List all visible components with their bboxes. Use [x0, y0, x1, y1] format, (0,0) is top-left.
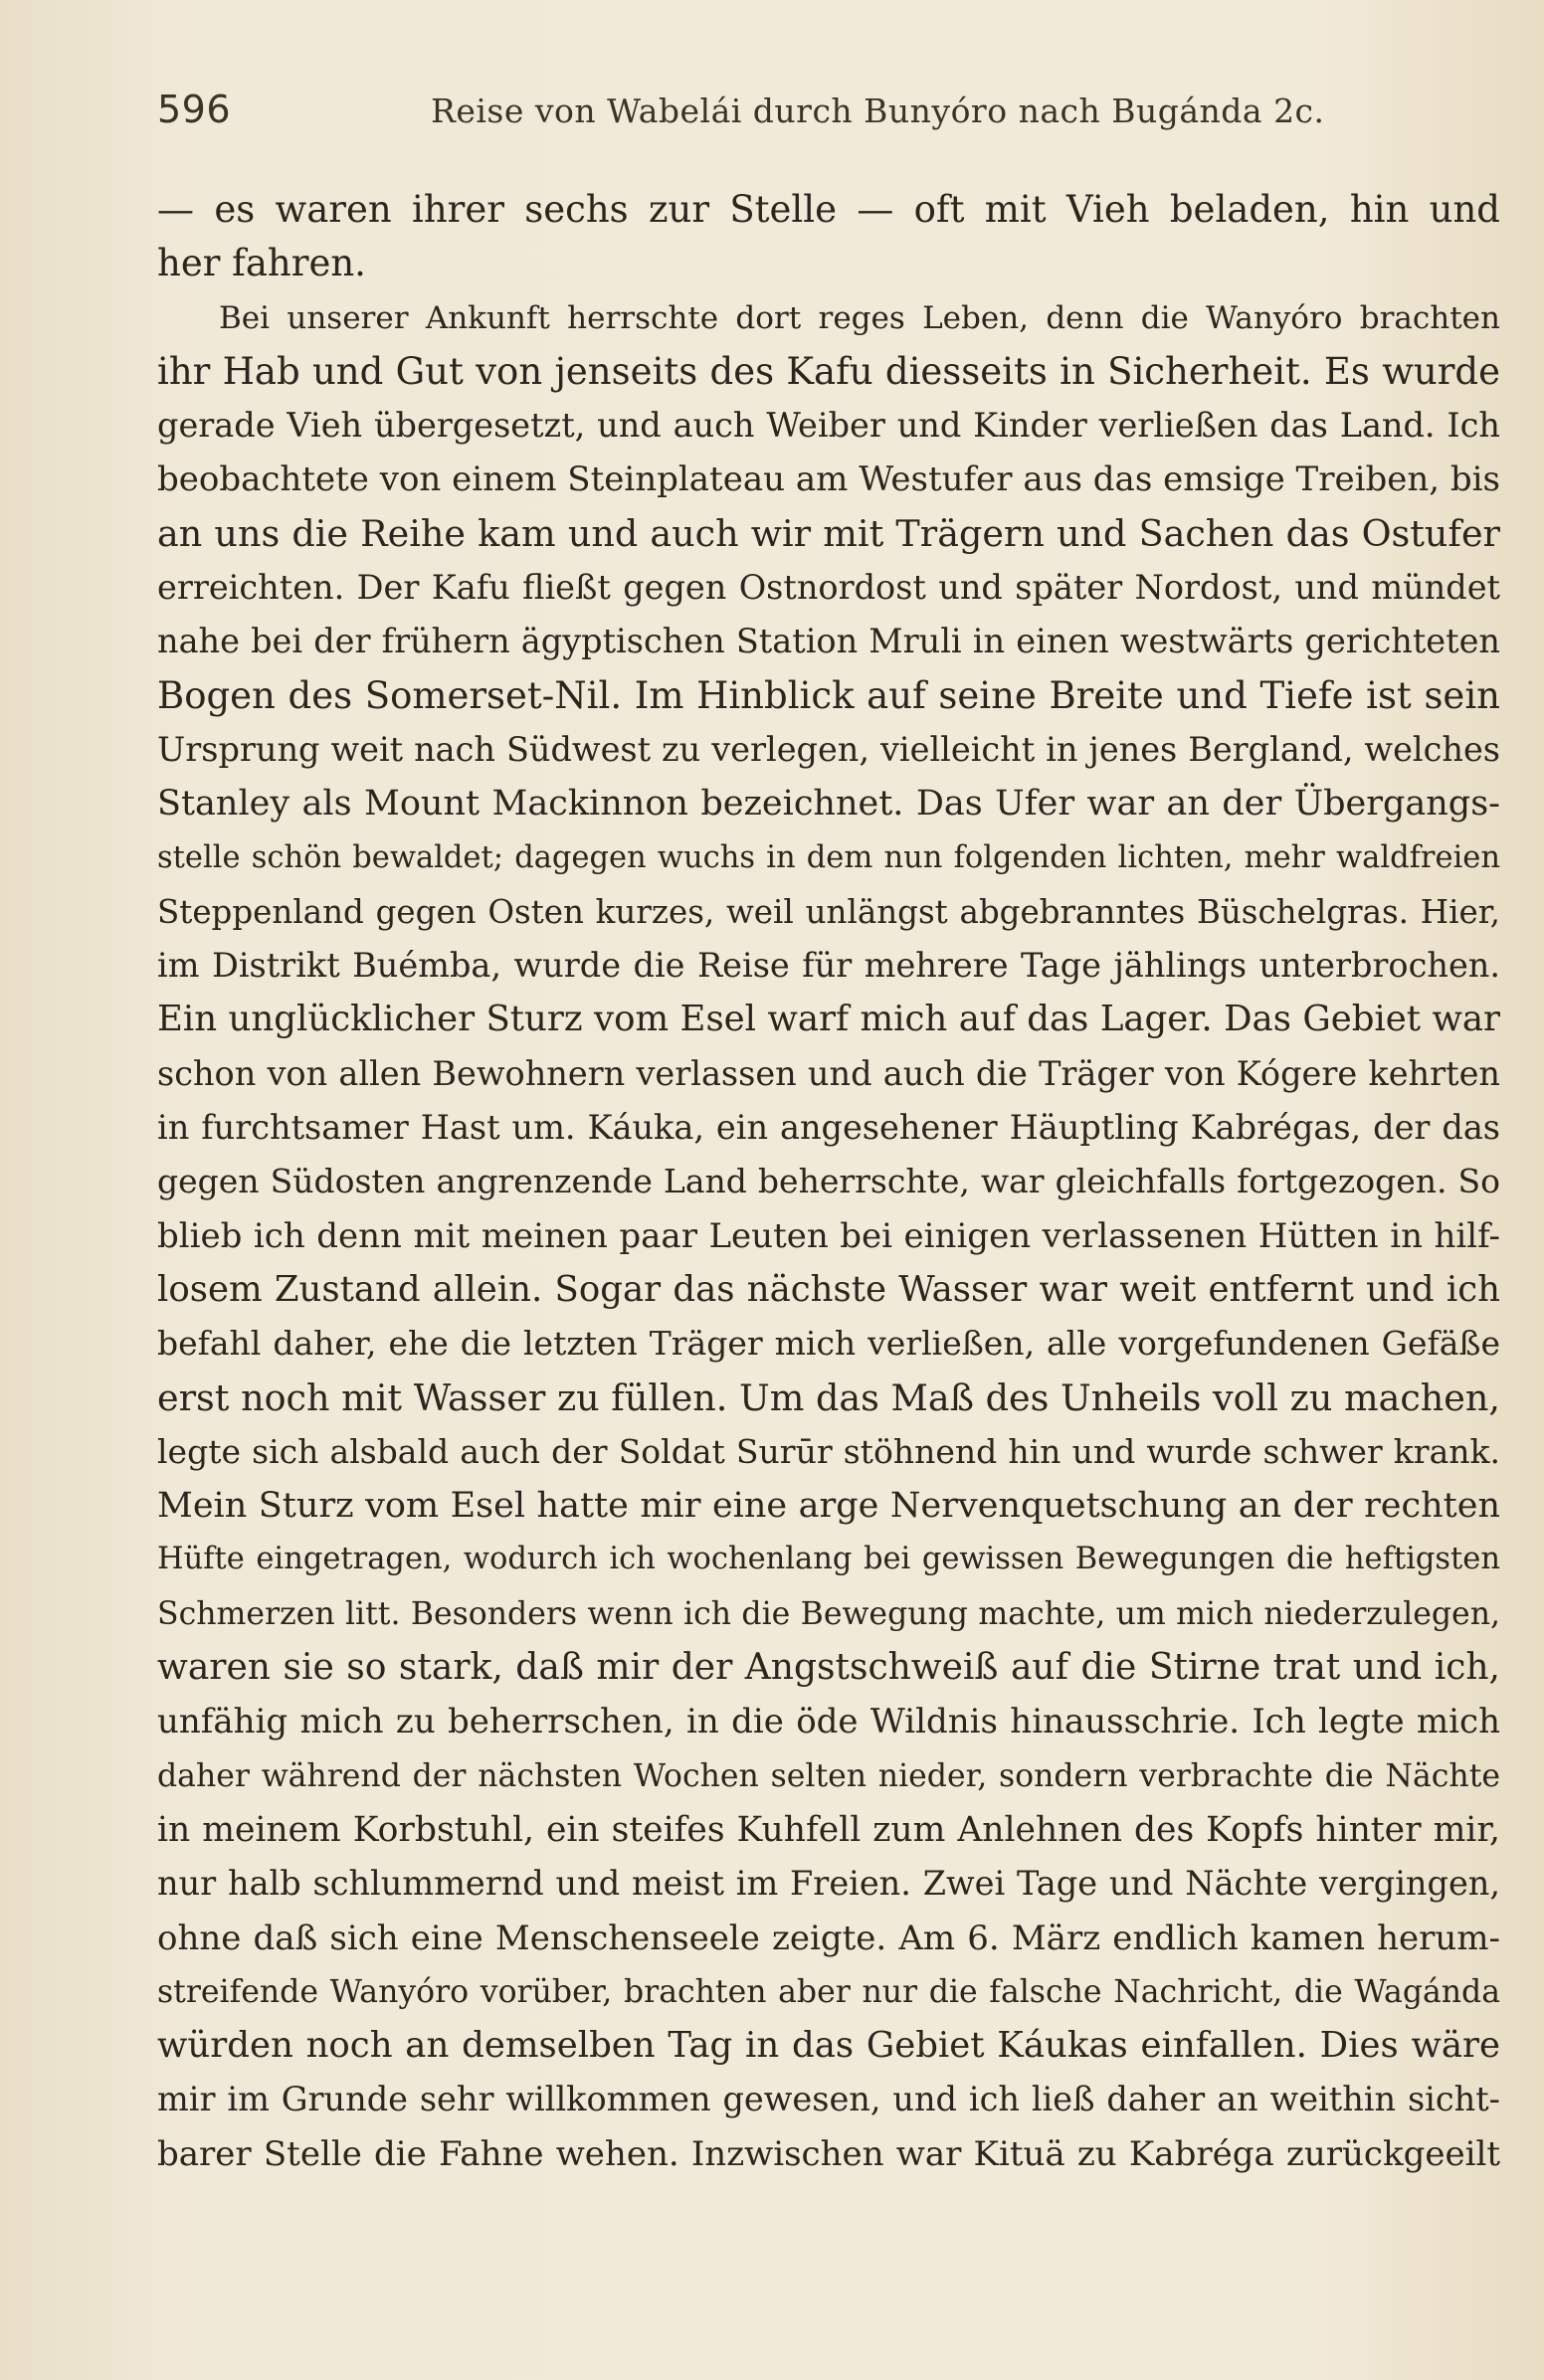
text-line: Bei unserer Ankunft herrschte dort reges Leben, denn die Wanyóro brachten	[219, 299, 1500, 336]
text-line: unfähig mich zu beherrschen, in die öde Wildnis hinausschrie. Ich legte mich	[157, 1702, 1500, 1742]
text-line: gerade Vieh übergesetzt, und auch Weiber und Kinder verließen das Land. Ich	[157, 406, 1500, 446]
text-line: würden noch an demselben Tag in das Gebiet Káukas einfallen. Dies wäre	[157, 2025, 1500, 2067]
page-header	[157, 88, 1490, 137]
text-line: ihr Hab und Gut von jenseits des Kafu diesseits in Sicherheit. Es wurde	[157, 349, 1500, 393]
text-line: barer Stelle die Fahne wehen. Inzwischen war Kituä zu Kabréga zurückgeeilt	[157, 2133, 1500, 2174]
text-line: her fahren.	[157, 242, 366, 285]
text-line: im Distrikt Buémba, wurde die Reise für mehrere Tage jählings unterbrochen.	[157, 946, 1500, 986]
text-line: schon von allen Bewohnern verlassen und auch die Träger von Kógere kehrten	[157, 1053, 1500, 1093]
text-line: erst noch mit Wasser zu füllen. Um das Maß des Unheils voll zu machen,	[157, 1375, 1500, 1419]
text-line: — es waren ihrer sechs zur Stelle — oft mit Vieh beladen, hin und	[157, 188, 1500, 231]
text-line: Schmerzen litt. Besonders wenn ich die Bewegung machte, um mich niederzulegen,	[157, 1595, 1500, 1632]
text-line: Bogen des Somerset-Nil. Im Hinblick auf seine Breite und Tiefe ist sein	[157, 673, 1500, 717]
text-line: blieb ich denn mit meinen paar Leuten bei einigen verlassenen Hütten in hilf-	[157, 1215, 1500, 1256]
running-head: Reise von Wabelái durch Bunyóro nach Bugánda 2c.	[431, 92, 1325, 130]
text-line: daher während der nächsten Wochen selten nieder, sondern verbrachte die Nächte	[157, 1757, 1500, 1794]
text-line: legte sich alsbald auch der Soldat Surūr stöhnend hin und wurde schwer krank.	[157, 1431, 1500, 1471]
text-line: gegen Südosten angrenzende Land beherrschte, war gleichfalls fortgezogen. So	[157, 1162, 1500, 1201]
text-line: beobachtete von einem Steinplateau am Westufer aus das emsige Treiben, bis	[157, 459, 1500, 500]
text-line: losem Zustand allein. Sogar das nächste Wasser war weit entfernt und ich	[157, 1268, 1500, 1310]
text-line: an uns die Reihe kam und auch wir mit Trägern und Sachen das Ostufer	[157, 511, 1500, 555]
text-line: Steppenland gegen Osten kurzes, weil unlängst abgebranntes Büschelgras. Hier,	[157, 892, 1500, 931]
text-line: Ursprung weit nach Südwest zu verlegen, vielleicht in jenes Bergland, welches	[157, 729, 1500, 769]
text-line: Mein Sturz vom Esel hatte mir eine arge Nervenquetschung an der rechten	[157, 1486, 1500, 1527]
text-line: mir im Grunde sehr willkommen gewesen, und ich ließ daher an weithin sicht-	[157, 2080, 1500, 2119]
text-line: nahe bei der frühern ägyptischen Station Mruli in einen westwärts gerichteten	[157, 622, 1500, 661]
text-line: erreichten. Der Kafu fließt gegen Ostnordost und später Nordost, und mündet	[157, 568, 1500, 608]
text-line: Stanley als Mount Mackinnon bezeichnet. Das Ufer war an der Übergangs-	[157, 784, 1500, 824]
text-line: waren sie so stark, daß mir der Angstschweiß auf die Stirne trat und ich,	[157, 1647, 1500, 1689]
text-line: in meinem Korbstuhl, ein steifes Kuhfell zum Anlehnen des Kopfs hinter mir,	[157, 1809, 1500, 1850]
text-line: nur halb schlummernd und meist im Freien. Zwei Tage und Nächte vergingen,	[157, 1864, 1500, 1904]
text-line: Ein unglücklicher Sturz vom Esel warf mich auf das Lager. Das Gebiet war	[157, 999, 1500, 1040]
page-number: 596	[157, 88, 232, 131]
body-text	[157, 183, 1500, 2181]
text-line: stelle schön bewaldet; dagegen wuchs in dem nun folgenden lichten, mehr waldfreien	[157, 839, 1500, 875]
text-line: streifende Wanyóro vorüber, brachten aber nur die falsche Nachricht, die Wagánda	[157, 1973, 1500, 2010]
text-line: ohne daß sich eine Menschenseele zeigte. Am 6. März endlich kamen herum-	[157, 1918, 1500, 1958]
text-line: befahl daher, ehe die letzten Träger mich verließen, alle vorgefundenen Gefäße	[157, 1324, 1500, 1364]
text-line: in furchtsamer Hast um. Káuka, ein angesehener Häuptling Kabrégas, der das	[157, 1108, 1500, 1148]
text-line: Hüfte eingetragen, wodurch ich wochenlang bei gewissen Bewegungen die heftigsten	[157, 1542, 1500, 1577]
